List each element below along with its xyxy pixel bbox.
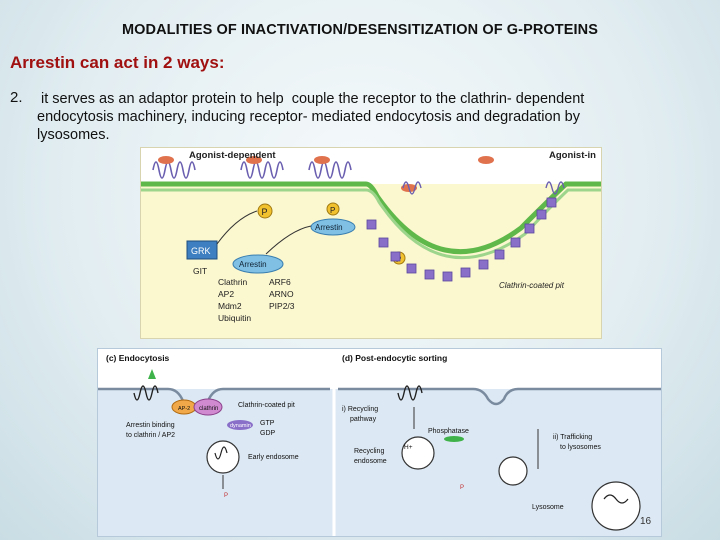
recycling-line-2: pathway [350,416,377,423]
partner-col2-item: PIP2/3 [269,301,295,311]
clathrin-coat [367,198,556,281]
early-endosome-icon [207,441,239,473]
early-endosome-label: Early endosome [248,454,299,461]
agonist-icon [314,156,330,164]
agonist-icon [478,156,494,164]
agonist-icon [158,156,174,164]
arrestin-diagram-svg [141,148,601,338]
partner-col1-item: AP2 [218,289,235,299]
item-text-line-3: lysosomes. [37,127,110,143]
slide-subtitle: Arrestin can act in 2 ways: [10,53,225,72]
agonist-independent-label: Agonist-in [549,150,596,161]
phosphate-label: P [261,207,268,217]
git-label: GIT [193,266,208,276]
endocytosis-sorting-figure [97,348,662,537]
arrestin-label-bound: Arrestin [315,223,343,232]
gtp-label: GTP [260,420,275,427]
phosphate-label: P [330,206,336,215]
gdp-label: GDP [260,430,276,437]
partner-col1-item: Clathrin [218,277,248,287]
partner-col2-item: ARF6 [269,277,291,287]
dynamin-label: dynamin [230,423,251,429]
phosphatase-label: Phosphatase [428,428,469,435]
page-number: 16 [640,516,652,527]
item-number: 2. [10,89,23,106]
trafficking-line-1: ii) Trafficking [553,434,593,441]
phosphatase-icon [444,436,464,442]
partner-col2-item: ARNO [269,289,294,299]
recycling-endosome-line-2: endosome [354,458,387,465]
binding-line-2: to clathrin / AP2 [126,432,176,439]
item-text-line-2: endocytosis machinery, inducing receptor- mediated endocytosis and degradation by [37,109,580,125]
slide-title: MODALITIES OF INACTIVATION/DESENSITIZATION OF G-PROTEINS [121,22,599,38]
item-text-line-1: it serves as an adaptor protein to help couple the receptor to the clathrin- dependent [37,91,585,107]
arrestin-endocytosis-figure [140,147,602,339]
clathrin-label: clathrin [199,406,219,412]
agonist-dependent-label: Agonist-dependent [189,150,276,161]
lysosome-icon [592,482,640,530]
late-endosome-icon [499,457,527,485]
grk-label: GRK [191,246,211,256]
clathrin-pit-label-c: Clathrin-coated pit [238,402,295,409]
partner-col1-item: Ubiquitin [218,313,252,323]
panel-d-title: (d) Post-endocytic sorting [342,353,448,363]
panel-c-title: (c) Endocytosis [106,353,170,363]
phosphate-tag: P [224,493,229,499]
phosphate-tag: P [460,485,465,491]
recycling-endosome-line-1: Recycling [354,448,385,455]
grk-arrow [217,211,257,244]
lysosome-label: Lysosome [532,504,564,511]
arrestin-label-free: Arrestin [239,260,267,269]
arrestin-arrow [266,226,311,254]
ap2-label: AP-2 [178,406,191,412]
clathrin-pit-label: Clathrin-coated pit [499,281,564,290]
hplus-label: H+ [404,444,413,451]
recycling-line-1: i) Recycling [342,406,379,413]
recycling-endosome-icon [402,437,434,469]
trafficking-line-2: to lysosomes [560,444,601,451]
partner-col1-item: Mdm2 [218,301,242,311]
item-text [37,90,677,144]
binding-line-1: Arrestin binding [126,422,175,429]
endocytosis-diagram-svg [98,349,661,536]
